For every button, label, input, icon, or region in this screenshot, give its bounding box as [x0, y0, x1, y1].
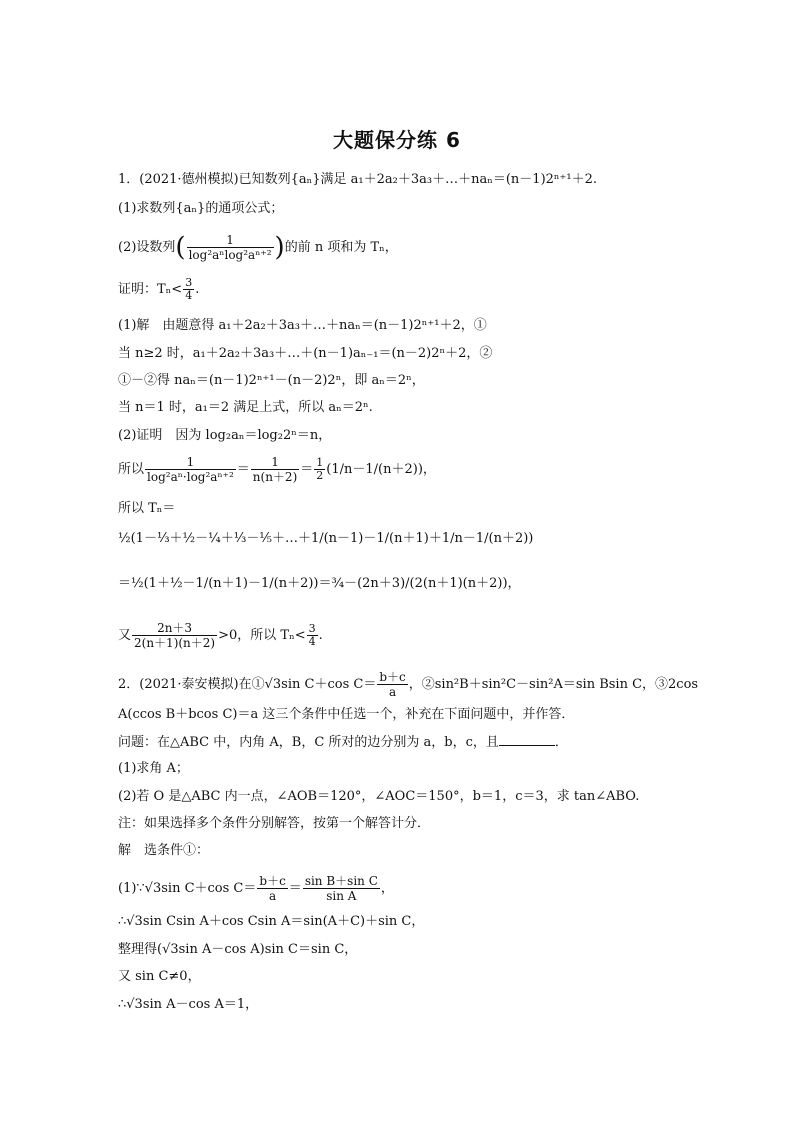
page-title: 大题保分练 6 [333, 128, 461, 152]
fraction: $\frac{3}{4}$ [185, 276, 193, 302]
solution-2-line-3: ∴√3sin Csin A＋cos Csin A＝sin(A＋C)＋sin C， [118, 914, 425, 929]
problem-2-part-2: (2)若 O 是△ABC 内一点，∠AOB＝120°，∠AOC＝150°，b＝1，c＝3，求 tan∠ABO. [118, 789, 640, 804]
solution-1-line-10: 又 $\frac{2n+3}{2(n+1)(n+2)}$ >0，所以 Tₙ< $\frac{3}{4}$ . [118, 621, 323, 650]
solution-1-line-2: 当 n≥2 时，a₁＋2a₂＋3a₃＋…＋(n－1)aₙ₋₁＝(n－2)2ⁿ＋2，② [118, 346, 493, 361]
answer-blank [499, 733, 555, 746]
solution-2-line-4: 整理得(√3sin A－cos A)sin C＝sin C， [118, 942, 358, 957]
problem-2-part-1: (1)求角 A； [118, 761, 189, 776]
solution-2-line-6: ∴√3sin A－cos A＝1， [118, 997, 259, 1012]
problem-2-line-2: A(ccos B＋bcos C)＝a 这三个条件中任选一个，补充在下面问题中，并作答． [118, 707, 575, 722]
problem-1-text: 1．(2021·德州模拟)已知数列{aₙ}满足 a₁＋2a₂＋3a₃＋…＋naₙ＝(n－1)2ⁿ⁺¹＋2. [118, 172, 598, 187]
solution-2-line-1: 解 选条件①： [118, 843, 210, 858]
solution-1-line-5: (2)证明 因为 log₂aₙ＝log₂2ⁿ＝n， [118, 428, 332, 443]
solution-1-line-1: (1)解 由题意得 a₁＋2a₂＋3a₃＋…＋naₙ＝(n－1)2ⁿ⁺¹＋2，① [118, 318, 487, 333]
solution-1-line-4: 当 n＝1 时，a₁＝2 满足上式，所以 aₙ＝2ⁿ. [118, 400, 373, 415]
solution-1-line-8: ½(1－⅓＋½－¼＋⅓－⅕＋…＋1/(n－1)－1/(n＋1)＋1/n－1/(n＋2)) [118, 531, 534, 546]
problem-1-part-2: (2)设数列( $\frac{1}{\text{log²aⁿlog²aⁿ⁺²}}$ )的前 n 项和为 Tₙ， [118, 232, 398, 263]
problem-1-prove: 证明：Tₙ< $\frac{3}{4}$ . [118, 276, 200, 302]
problem-2-note: 注：如果选择多个条件分别解答，按第一个解答计分． [118, 816, 431, 831]
problem-2-statement: 2．(2021·泰安模拟)在①√3sin C＋cos C＝ $\frac{b+c}{a}$ ，②sin²B＋sin²C－sin²A＝sin Bsin C，③2cos [118, 670, 699, 699]
solution-2-line-5: 又 sin C≠0， [118, 969, 201, 984]
fraction: $\frac{1}{\text{log²aⁿlog²aⁿ⁺²}}$ [188, 233, 272, 262]
solution-1-line-7: 所以 Tₙ＝ [118, 501, 176, 516]
solution-1-line-6: 所以 $\frac{1}{\text{log²aⁿ·log²aⁿ⁺²}}$ ＝ $\frac{1}{n(n+2)}$ ＝ $\frac{1}{2}$ (1/n－1/(n＋2))， [118, 455, 436, 484]
solution-1-line-3: ①－②得 naₙ＝(n－1)2ⁿ⁺¹－(n－2)2ⁿ，即 aₙ＝2ⁿ， [118, 373, 425, 388]
solution-2-line-2: (1)∵√3sin C＋cos C＝ $\frac{b+c}{a}$ ＝ $\frac{\text{sin B＋sin C}}{\text{sin A}}$ ， [118, 874, 394, 903]
problem-1-part-1: (1)求数列{aₙ}的通项公式； [118, 201, 284, 216]
problem-2-question: 问题：在△ABC 中，内角 A，B，C 所对的边分别为 a，b，c，且 ． [118, 735, 568, 750]
problem-1-statement [118, 171, 597, 189]
solution-1-line-9: ＝½(1＋½－1/(n＋1)－1/(n＋2))＝¾－(2n＋3)/(2(n＋1)(n＋2))， [118, 576, 521, 591]
